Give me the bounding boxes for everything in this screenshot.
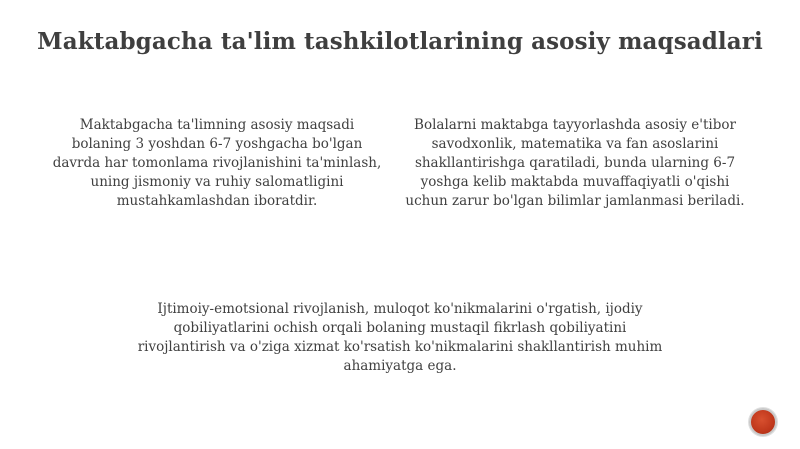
paragraph-left: Maktabgacha ta'limning asosiy maqsadi bolaning 3 yoshdan 6-7 yoshgacha bo'lgan davrda har tomonlama rivojlanishini ta'minlash, uning jismoniy va ruhiy salomatligini mustahkamlashdan iboratdir. [52,117,382,209]
next-slide-button[interactable] [749,408,777,436]
paragraph-bottom: Ijtimoiy-emotsional rivojlanish, muloqot ko'nikmalarini o'rgatish, ijodiy qobiliyatlarini ochish orqali bolaning mustaqil fikrlash qobiliyatini rivojlantirish va o'ziga xizmat ko'rsatish ko'nikmalarini shakllantirish muhim ahamiyatga ega. [137,301,663,374]
paragraph-right: Bolalarni maktabga tayyorlashda asosiy e'tibor savodxonlik, matematika va fan asoslarini shakllantirishga qaratiladi, bunda ularning 6-7 yoshga kelib maktabda muvaffaqiyatli o'qishi uchun zarur bo'lgan bilimlar jamlanmasi beriladi. [405,117,745,209]
slide-title: Maktabgacha ta'lim tashkilotlarining asosiy maqsadlari [37,28,763,55]
